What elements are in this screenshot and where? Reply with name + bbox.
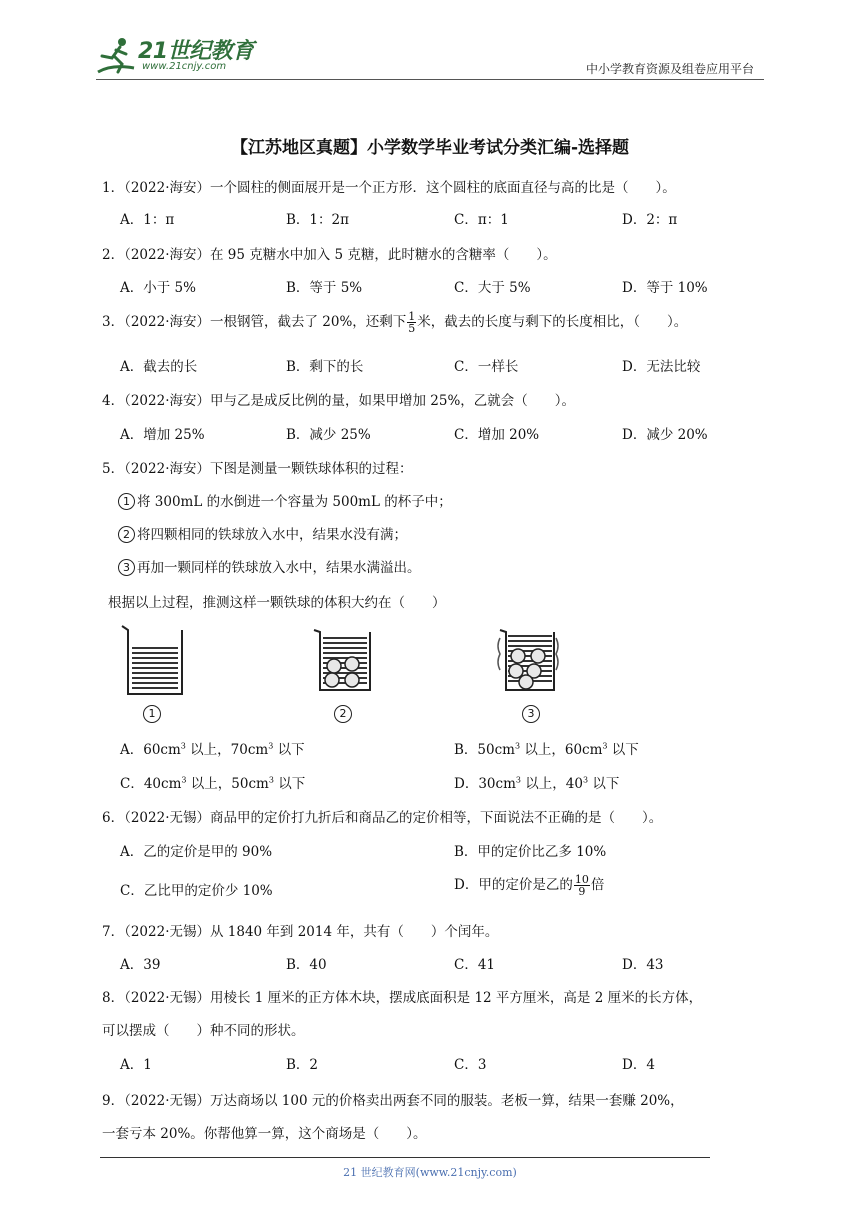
question-7-option-c[interactable]: C．41 [454,957,496,973]
question-7-option-b[interactable]: B．40 [286,957,327,973]
question-6-option-d[interactable]: D．甲的定价是乙的 $\frac{10}{9}$ 倍 [454,873,605,898]
logo-text: 21世纪教育 [138,39,254,64]
beaker-3-label: 3 [522,705,540,723]
question-5-step-2: 2 将四颗相同的铁球放入水中，结果水没有满； [118,523,407,543]
question-5-option-b[interactable]: B．$50cm^3$ 以上，$60cm^3$ 以下 [454,741,639,758]
question-6-stem: 6．（2022·无锡）商品甲的定价打九折后和商品乙的定价相等，下面说法不正确的是（ ）。 [102,810,663,826]
question-7-option-d[interactable]: D．43 [622,957,664,973]
question-4-option-d[interactable]: D．减少 20% [622,427,708,443]
question-2-stem: 2．（2022·海安）在 95 克糖水中加入 5 克糖，此时糖水的含糖率（ ）。 [102,247,557,263]
question-5-option-a[interactable]: A．$60cm^3$ 以上，$70cm^3$ 以下 [120,741,305,758]
footer-link[interactable]: 21 世纪教育网(www.21cnjy.com) [343,1166,517,1179]
question-4-stem: 4．（2022·海安）甲与乙是成反比例的量，如果甲增加 25%，乙就会（ ）。 [102,393,576,409]
question-9-stem: 9．（2022·无锡）万达商场以 100 元的价格卖出两套不同的服装。老板一算，结果一套赚 20%， [102,1093,684,1109]
question-3-option-c[interactable]: C．一样长 [454,359,519,375]
question-2-option-c[interactable]: C．大于 5% [454,280,531,296]
question-2-option-b[interactable]: B．等于 5% [286,280,363,296]
question-3-stem [102,310,687,334]
question-8-option-c[interactable]: C．3 [454,1057,487,1073]
page-title: 【江苏地区真题】小学数学毕业考试分类汇编-选择题 [230,138,630,158]
question-9-stem-line2: 一套亏本 20%。你帮他算一算，这个商场是（ ）。 [102,1126,427,1142]
question-3-option-a[interactable]: A．截去的长 [120,359,198,375]
header-platform-text: 中小学教育资源及组卷应用平台 [585,62,754,76]
footer-divider [100,1157,710,1158]
question-5-stem: 5．（2022·海安）下图是测量一颗铁球体积的过程： [102,461,413,477]
header-divider [96,79,764,80]
question-8-stem-line2: 可以摆成（ ）种不同的形状。 [102,1023,305,1039]
question-1-option-d[interactable]: D．2：π [622,212,678,228]
site-logo[interactable] [92,34,262,80]
question-5-option-c[interactable]: C．$40cm^3$ 以上，$50cm^3$ 以下 [120,775,306,792]
question-4-option-a[interactable]: A．增加 25% [120,427,205,443]
question-6-option-c[interactable]: C．乙比甲的定价少 10% [120,883,273,899]
question-6-fraction: $\frac{10}{9}$ [574,873,589,898]
question-8-option-b[interactable]: B．2 [286,1057,319,1073]
question-3-option-d[interactable]: D．无法比较 [622,359,701,375]
beaker-1-figure [118,622,190,698]
question-1-stem: 1．（2022·海安）一个圆柱的侧面展开是一个正方形．这个圆柱的底面直径与高的比是（ ）。 [102,180,676,196]
beaker-3-figure [494,626,562,694]
question-1-option-a[interactable]: A．1：π [120,212,175,228]
question-5-step-1: 1 将 300mL 的水倒进一个容量为 500mL 的杯子中； [118,490,452,510]
question-3-stem-part1: 3．（2022·海安）一根钢管，截去了 20%，还剩下 [102,314,407,330]
question-8-option-d[interactable]: D．4 [622,1057,655,1073]
question-7-stem: 7．（2022·无锡）从 1840 年到 2014 年，共有（ ）个闰年。 [102,924,499,940]
question-3-fraction: $\frac{1}{5}$ [408,310,416,335]
question-4-option-c[interactable]: C．增加 20% [454,427,540,443]
question-1-option-c[interactable]: C．π：1 [454,212,509,228]
question-7-option-a[interactable]: A．39 [120,957,161,973]
question-2-option-d[interactable]: D．等于 10% [622,280,708,296]
question-3-option-b[interactable]: B．剩下的长 [286,359,364,375]
question-1-option-b[interactable]: B．1：2π [286,212,349,228]
question-4-option-b[interactable]: B．减少 25% [286,427,371,443]
question-5-option-d[interactable]: D．$30cm^3$ 以上，$40^3$ 以下 [454,775,620,792]
question-3-stem-part2: 米，截去的长度与剩下的长度相比，（ ）。 [417,314,688,330]
question-8-stem: 8．（2022·无锡）用棱长 1 厘米的正方体木块，摆成底面积是 12 平方厘米，高是 2 厘米的长方体， [102,990,703,1006]
question-5-prompt: 根据以上过程，推测这样一颗铁球的体积大约在（ ） [108,595,446,611]
beaker-1-label: 1 [143,705,161,723]
question-8-option-a[interactable]: A．1 [120,1057,152,1073]
question-6-option-a[interactable]: A．乙的定价是甲的 90% [120,844,273,860]
runner-logo-icon [92,34,140,78]
question-5-step-3: 3 再加一颗同样的铁球放入水中，结果水满溢出。 [118,556,421,576]
question-2-option-a[interactable]: A．小于 5% [120,280,196,296]
beaker-2-figure [310,626,376,694]
beaker-2-label: 2 [334,705,352,723]
logo-url: www.21cnjy.com [142,61,227,72]
question-6-option-b[interactable]: B．甲的定价比乙多 10% [454,844,607,860]
